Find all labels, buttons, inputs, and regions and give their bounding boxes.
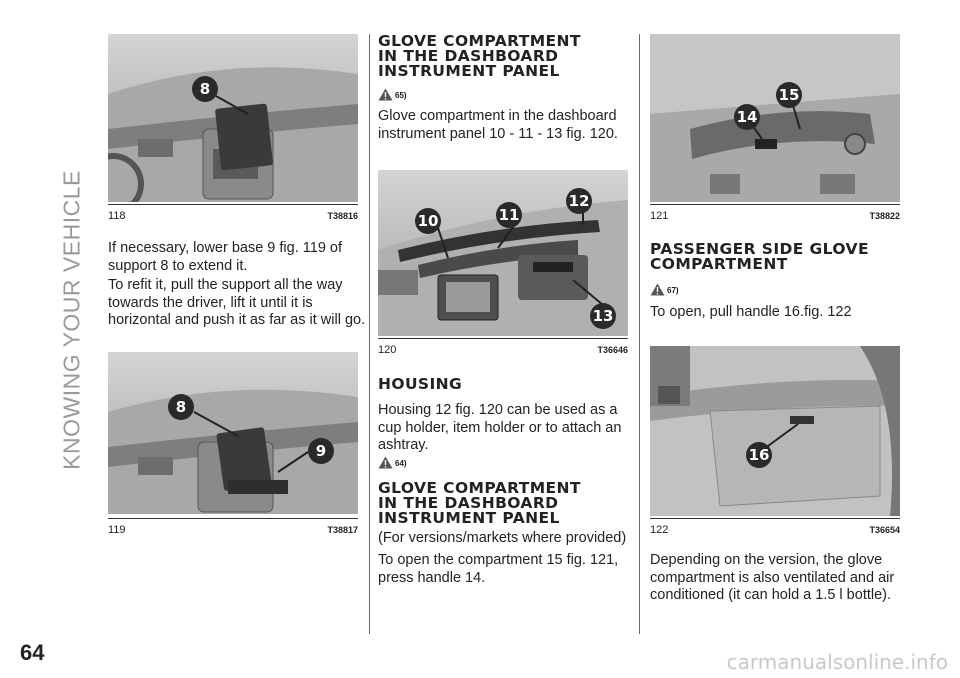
figure-118-photo [108, 34, 358, 202]
warning-ref-64 [378, 456, 438, 470]
figure-121-photo [650, 34, 900, 202]
figure-122-number: 122 [650, 524, 669, 536]
figure-121-rule [650, 204, 900, 205]
col2-para-3: (For versions/markets where provided) [378, 530, 627, 546]
warning-icon [378, 456, 393, 469]
col2-heading-housing: HOUSING [378, 375, 463, 393]
col3-heading-passenger-glove [650, 242, 900, 272]
figure-119-photo [108, 352, 358, 514]
callout-15: 15 [776, 82, 802, 108]
figure-118-rule [108, 204, 358, 205]
heading-line: GLOVE COMPARTMENT [378, 32, 581, 50]
col2-heading-glove-compartment-2 [378, 481, 628, 526]
col1-para-2: To refit it, pull the support all the way towards the driver, lift it until it is horizontal and push it as far as it will go. [108, 277, 366, 328]
figure-121 [650, 34, 900, 226]
column-divider-2 [639, 34, 640, 634]
figure-122 [650, 346, 900, 538]
col2-heading-glove-compartment [378, 34, 628, 79]
figure-118-code: T38816 [327, 211, 358, 221]
col2-para-2: Housing 12 fig. 120 can be used as a cup holder, item holder or to attach an ashtray. [378, 402, 622, 453]
warning-icon [650, 283, 665, 296]
heading-line: INSTRUMENT PANEL [378, 509, 560, 527]
figure-122-rule [650, 518, 900, 519]
col2-para-1: Glove compartment in the dashboard instrument panel 10 - 11 - 13 fig. 120. [378, 108, 618, 142]
chapter-side-title: KNOWING YOUR VEHICLE [58, 170, 85, 470]
heading-line: PASSENGER SIDE GLOVE [650, 240, 869, 258]
figure-120-photo [378, 170, 628, 336]
figure-121-number: 121 [650, 210, 669, 222]
figure-120 [378, 170, 628, 370]
warning-ref-text: 67) [667, 286, 679, 295]
figure-119-code: T38817 [327, 525, 358, 535]
figure-121-code: T38822 [869, 211, 900, 221]
warning-icon [378, 88, 393, 101]
figure-119-number: 119 [108, 524, 126, 536]
figure-120-rule [378, 338, 628, 339]
heading-line: GLOVE COMPARTMENT [378, 479, 581, 497]
figure-118 [108, 34, 358, 224]
col2-para-4: To open the compartment 15 fig. 121, press handle 14. [378, 552, 619, 586]
heading-line: IN THE DASHBOARD [378, 47, 559, 65]
page-number: 64 [20, 640, 45, 665]
callout-12: 12 [566, 188, 592, 214]
figure-120-code: T36646 [597, 345, 628, 355]
figure-120-number: 120 [378, 344, 397, 356]
heading-line: INSTRUMENT PANEL [378, 62, 560, 80]
callout-10: 10 [415, 208, 441, 234]
warning-ref-67 [650, 283, 710, 297]
warning-ref-text: 65) [395, 91, 407, 100]
callout-9: 9 [308, 438, 334, 464]
callout-13: 13 [590, 303, 616, 329]
col3-para-1: To open, pull handle 16.fig. 122 [650, 304, 852, 320]
callout-11: 11 [496, 202, 522, 228]
callout-8: 8 [192, 76, 218, 102]
callout-8: 8 [168, 394, 194, 420]
callout-14: 14 [734, 104, 760, 130]
warning-ref-text: 64) [395, 459, 407, 468]
column-divider-1 [369, 34, 370, 634]
figure-122-code: T36654 [869, 525, 900, 535]
warning-ref-65 [378, 88, 438, 102]
figure-119-rule [108, 518, 358, 519]
col3-para-2: Depending on the version, the glove compartment is also ventilated and air conditioned (it can hold a 1.5 l bottle). [650, 552, 895, 603]
col1-para-1: If necessary, lower base 9 fig. 119 of support 8 to extend it. [108, 240, 343, 274]
figure-122-photo [650, 346, 900, 516]
heading-line: COMPARTMENT [650, 255, 788, 273]
site-watermark: carmanualsonline.info [726, 650, 948, 674]
callout-16: 16 [746, 442, 772, 468]
figure-118-number: 118 [108, 210, 126, 222]
heading-line: IN THE DASHBOARD [378, 494, 559, 512]
figure-119 [108, 352, 358, 537]
